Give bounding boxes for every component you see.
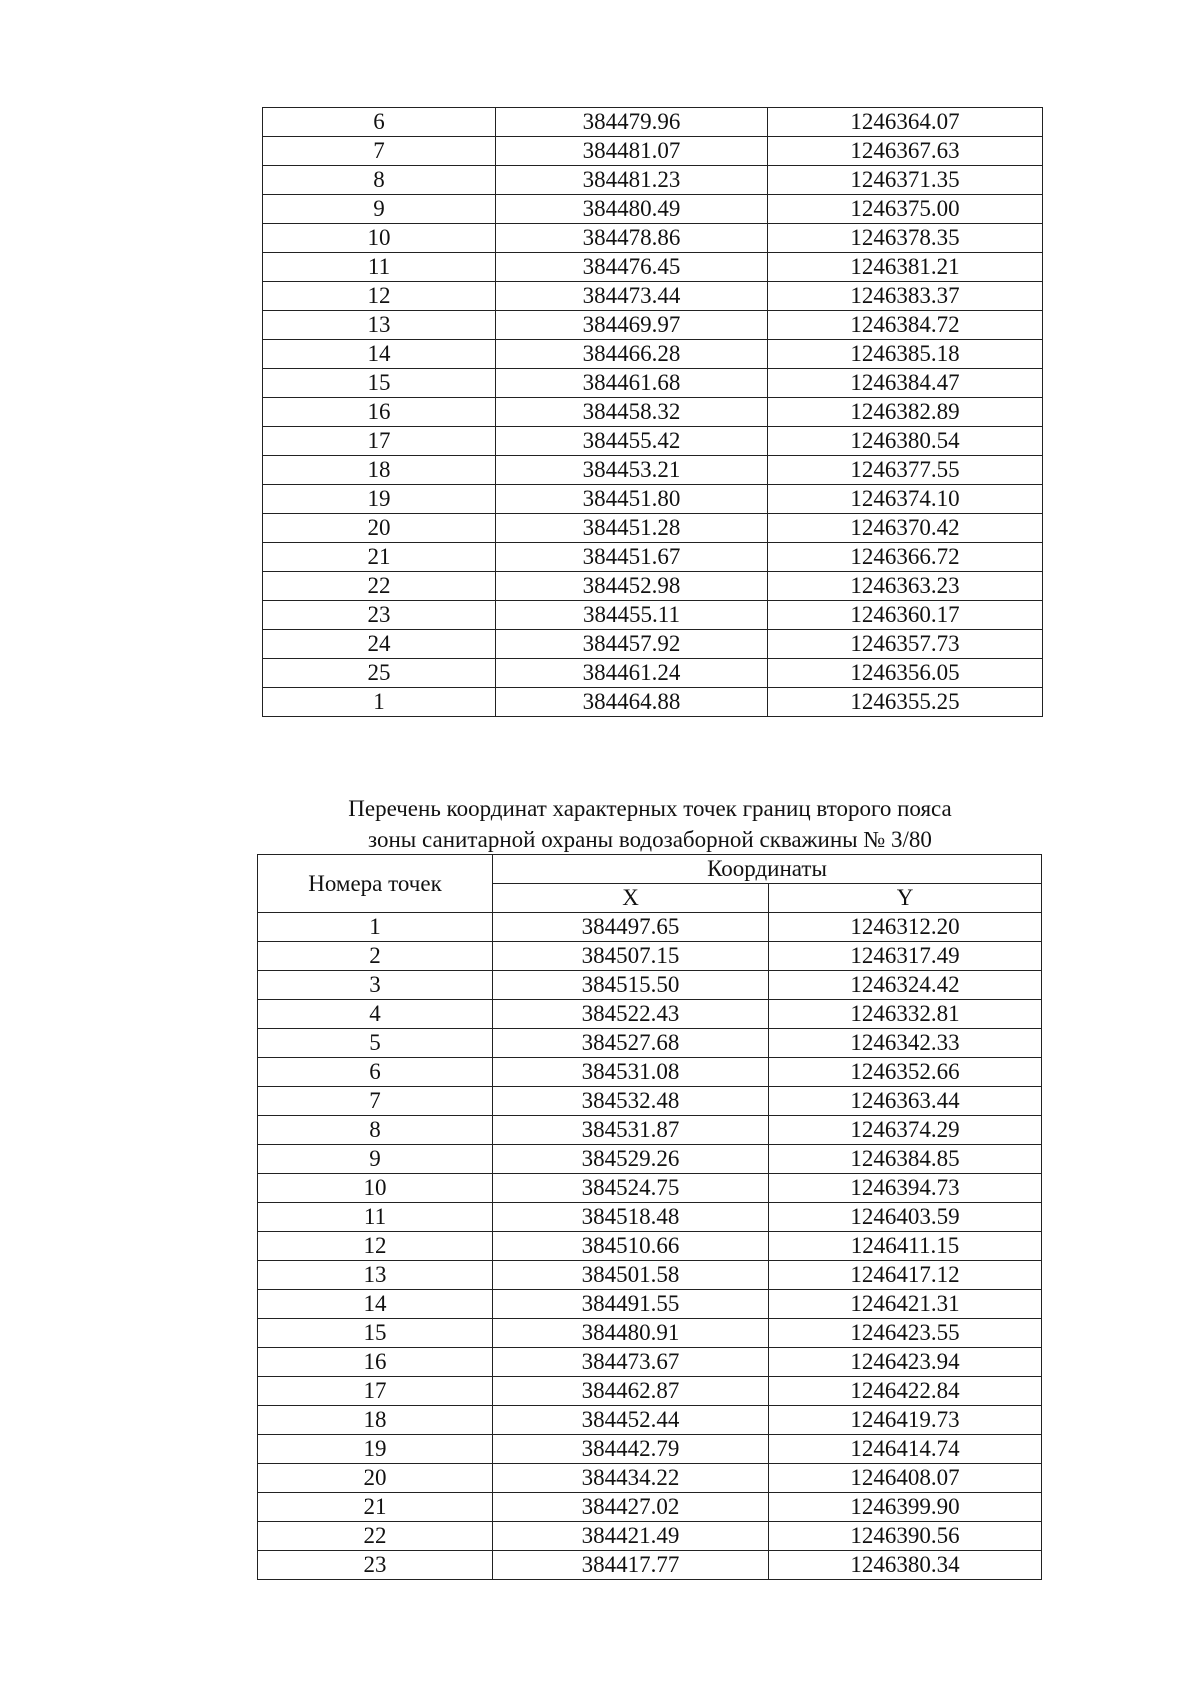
point-number-cell: 3 <box>258 971 493 1000</box>
x-coordinate-cell: 384473.44 <box>496 282 768 311</box>
table-row <box>263 340 1043 369</box>
y-coordinate-cell: 1246355.25 <box>768 688 1043 717</box>
table-row <box>263 311 1043 340</box>
point-number-cell: 22 <box>258 1522 493 1551</box>
point-number-cell: 10 <box>263 224 496 253</box>
coordinates-table-continued <box>262 107 1043 717</box>
y-coordinate-cell: 1246374.10 <box>768 485 1043 514</box>
x-coordinate-cell: 384479.96 <box>496 108 768 137</box>
table-row <box>258 971 1042 1000</box>
caption-line-2: зоны санитарной охраны водозаборной скважины № 3/80 <box>368 827 932 852</box>
table-body <box>258 913 1042 1580</box>
point-number-cell: 12 <box>263 282 496 311</box>
x-coordinate-cell: 384529.26 <box>493 1145 769 1174</box>
header-coordinates: Координаты <box>493 855 1042 884</box>
point-number-cell: 17 <box>258 1377 493 1406</box>
point-number-cell: 4 <box>258 1000 493 1029</box>
table-row <box>258 1000 1042 1029</box>
y-coordinate-cell: 1246422.84 <box>769 1377 1042 1406</box>
table-row <box>258 1522 1042 1551</box>
x-coordinate-cell: 384497.65 <box>493 913 769 942</box>
point-number-cell: 15 <box>258 1319 493 1348</box>
table-row <box>258 1058 1042 1087</box>
x-coordinate-cell: 384524.75 <box>493 1174 769 1203</box>
point-number-cell: 12 <box>258 1232 493 1261</box>
x-coordinate-cell: 384527.68 <box>493 1029 769 1058</box>
point-number-cell: 21 <box>263 543 496 572</box>
table-row <box>263 601 1043 630</box>
x-coordinate-cell: 384455.42 <box>496 427 768 456</box>
coordinates-table-second-belt <box>257 854 1042 1580</box>
x-coordinate-cell: 384452.98 <box>496 572 768 601</box>
header-row <box>258 855 1042 884</box>
table-row <box>258 1116 1042 1145</box>
table-row <box>258 1551 1042 1580</box>
x-coordinate-cell: 384466.28 <box>496 340 768 369</box>
point-number-cell: 14 <box>258 1290 493 1319</box>
point-number-cell: 24 <box>263 630 496 659</box>
x-coordinate-cell: 384510.66 <box>493 1232 769 1261</box>
table-row <box>263 456 1043 485</box>
table-row <box>263 166 1043 195</box>
y-coordinate-cell: 1246403.59 <box>769 1203 1042 1232</box>
table-row <box>258 1377 1042 1406</box>
x-coordinate-cell: 384481.23 <box>496 166 768 195</box>
y-coordinate-cell: 1246423.55 <box>769 1319 1042 1348</box>
point-number-cell: 23 <box>263 601 496 630</box>
x-coordinate-cell: 384421.49 <box>493 1522 769 1551</box>
point-number-cell: 18 <box>263 456 496 485</box>
table-row <box>263 572 1043 601</box>
point-number-cell: 20 <box>263 514 496 543</box>
y-coordinate-cell: 1246332.81 <box>769 1000 1042 1029</box>
x-coordinate-cell: 384451.28 <box>496 514 768 543</box>
y-coordinate-cell: 1246384.72 <box>768 311 1043 340</box>
table-row <box>258 1203 1042 1232</box>
table-row <box>258 942 1042 971</box>
x-coordinate-cell: 384518.48 <box>493 1203 769 1232</box>
x-coordinate-cell: 384442.79 <box>493 1435 769 1464</box>
table-row <box>258 1029 1042 1058</box>
point-number-cell: 6 <box>258 1058 493 1087</box>
y-coordinate-cell: 1246356.05 <box>768 659 1043 688</box>
y-coordinate-cell: 1246363.23 <box>768 572 1043 601</box>
point-number-cell: 2 <box>258 942 493 971</box>
table-row <box>263 369 1043 398</box>
x-coordinate-cell: 384478.86 <box>496 224 768 253</box>
table-row <box>258 1348 1042 1377</box>
y-coordinate-cell: 1246414.74 <box>769 1435 1042 1464</box>
y-coordinate-cell: 1246411.15 <box>769 1232 1042 1261</box>
y-coordinate-cell: 1246423.94 <box>769 1348 1042 1377</box>
x-coordinate-cell: 384427.02 <box>493 1493 769 1522</box>
point-number-cell: 11 <box>258 1203 493 1232</box>
y-coordinate-cell: 1246385.18 <box>768 340 1043 369</box>
table-row <box>258 1435 1042 1464</box>
table-row <box>263 253 1043 282</box>
point-number-cell: 16 <box>263 398 496 427</box>
y-coordinate-cell: 1246378.35 <box>768 224 1043 253</box>
table-body <box>263 108 1043 717</box>
y-coordinate-cell: 1246342.33 <box>769 1029 1042 1058</box>
table-row <box>258 913 1042 942</box>
y-coordinate-cell: 1246374.29 <box>769 1116 1042 1145</box>
x-coordinate-cell: 384451.80 <box>496 485 768 514</box>
x-coordinate-cell: 384461.24 <box>496 659 768 688</box>
header-x: X <box>493 884 769 913</box>
x-coordinate-cell: 384453.21 <box>496 456 768 485</box>
x-coordinate-cell: 384491.55 <box>493 1290 769 1319</box>
header-points: Номера точек <box>258 855 493 913</box>
point-number-cell: 7 <box>263 137 496 166</box>
y-coordinate-cell: 1246421.31 <box>769 1290 1042 1319</box>
x-coordinate-cell: 384532.48 <box>493 1087 769 1116</box>
x-coordinate-cell: 384455.11 <box>496 601 768 630</box>
x-coordinate-cell: 384507.15 <box>493 942 769 971</box>
y-coordinate-cell: 1246380.54 <box>768 427 1043 456</box>
x-coordinate-cell: 384531.08 <box>493 1058 769 1087</box>
table-row <box>263 514 1043 543</box>
x-coordinate-cell: 384522.43 <box>493 1000 769 1029</box>
point-number-cell: 21 <box>258 1493 493 1522</box>
x-coordinate-cell: 384461.68 <box>496 369 768 398</box>
x-coordinate-cell: 384480.49 <box>496 195 768 224</box>
table-row <box>263 137 1043 166</box>
y-coordinate-cell: 1246360.17 <box>768 601 1043 630</box>
table-row <box>258 1406 1042 1435</box>
y-coordinate-cell: 1246371.35 <box>768 166 1043 195</box>
x-coordinate-cell: 384464.88 <box>496 688 768 717</box>
point-number-cell: 14 <box>263 340 496 369</box>
table-header <box>258 855 1042 913</box>
x-coordinate-cell: 384462.87 <box>493 1377 769 1406</box>
point-number-cell: 9 <box>258 1145 493 1174</box>
x-coordinate-cell: 384501.58 <box>493 1261 769 1290</box>
table-row <box>263 485 1043 514</box>
y-coordinate-cell: 1246367.63 <box>768 137 1043 166</box>
point-number-cell: 6 <box>263 108 496 137</box>
y-coordinate-cell: 1246384.85 <box>769 1145 1042 1174</box>
point-number-cell: 1 <box>263 688 496 717</box>
table-row <box>263 688 1043 717</box>
point-number-cell: 18 <box>258 1406 493 1435</box>
table-row <box>263 659 1043 688</box>
header-y: Y <box>769 884 1042 913</box>
y-coordinate-cell: 1246312.20 <box>769 913 1042 942</box>
point-number-cell: 13 <box>258 1261 493 1290</box>
x-coordinate-cell: 384515.50 <box>493 971 769 1000</box>
point-number-cell: 8 <box>258 1116 493 1145</box>
x-coordinate-cell: 384481.07 <box>496 137 768 166</box>
y-coordinate-cell: 1246394.73 <box>769 1174 1042 1203</box>
y-coordinate-cell: 1246380.34 <box>769 1551 1042 1580</box>
point-number-cell: 13 <box>263 311 496 340</box>
y-coordinate-cell: 1246399.90 <box>769 1493 1042 1522</box>
point-number-cell: 16 <box>258 1348 493 1377</box>
point-number-cell: 5 <box>258 1029 493 1058</box>
x-coordinate-cell: 384451.67 <box>496 543 768 572</box>
y-coordinate-cell: 1246357.73 <box>768 630 1043 659</box>
point-number-cell: 23 <box>258 1551 493 1580</box>
point-number-cell: 9 <box>263 195 496 224</box>
y-coordinate-cell: 1246317.49 <box>769 942 1042 971</box>
x-coordinate-cell: 384480.91 <box>493 1319 769 1348</box>
x-coordinate-cell: 384458.32 <box>496 398 768 427</box>
x-coordinate-cell: 384434.22 <box>493 1464 769 1493</box>
table-row <box>258 1145 1042 1174</box>
table-row <box>263 108 1043 137</box>
table-row <box>258 1319 1042 1348</box>
table-row <box>258 1261 1042 1290</box>
point-number-cell: 22 <box>263 572 496 601</box>
point-number-cell: 1 <box>258 913 493 942</box>
point-number-cell: 25 <box>263 659 496 688</box>
table-row <box>263 195 1043 224</box>
y-coordinate-cell: 1246370.42 <box>768 514 1043 543</box>
y-coordinate-cell: 1246417.12 <box>769 1261 1042 1290</box>
point-number-cell: 10 <box>258 1174 493 1203</box>
y-coordinate-cell: 1246375.00 <box>768 195 1043 224</box>
table-row <box>263 282 1043 311</box>
point-number-cell: 19 <box>258 1435 493 1464</box>
point-number-cell: 7 <box>258 1087 493 1116</box>
x-coordinate-cell: 384457.92 <box>496 630 768 659</box>
point-number-cell: 19 <box>263 485 496 514</box>
y-coordinate-cell: 1246408.07 <box>769 1464 1042 1493</box>
table-row <box>263 398 1043 427</box>
point-number-cell: 8 <box>263 166 496 195</box>
y-coordinate-cell: 1246324.42 <box>769 971 1042 1000</box>
table-row <box>263 224 1043 253</box>
x-coordinate-cell: 384452.44 <box>493 1406 769 1435</box>
table-row <box>258 1290 1042 1319</box>
y-coordinate-cell: 1246383.37 <box>768 282 1043 311</box>
x-coordinate-cell: 384531.87 <box>493 1116 769 1145</box>
y-coordinate-cell: 1246352.66 <box>769 1058 1042 1087</box>
table-row <box>258 1174 1042 1203</box>
x-coordinate-cell: 384417.77 <box>493 1551 769 1580</box>
y-coordinate-cell: 1246381.21 <box>768 253 1043 282</box>
y-coordinate-cell: 1246390.56 <box>769 1522 1042 1551</box>
x-coordinate-cell: 384476.45 <box>496 253 768 282</box>
table-row <box>258 1087 1042 1116</box>
x-coordinate-cell: 384473.67 <box>493 1348 769 1377</box>
table-row <box>263 427 1043 456</box>
y-coordinate-cell: 1246366.72 <box>768 543 1043 572</box>
table-row <box>258 1232 1042 1261</box>
x-coordinate-cell: 384469.97 <box>496 311 768 340</box>
y-coordinate-cell: 1246364.07 <box>768 108 1043 137</box>
table-row <box>258 1493 1042 1522</box>
point-number-cell: 17 <box>263 427 496 456</box>
y-coordinate-cell: 1246377.55 <box>768 456 1043 485</box>
y-coordinate-cell: 1246419.73 <box>769 1406 1042 1435</box>
table-row <box>263 543 1043 572</box>
point-number-cell: 20 <box>258 1464 493 1493</box>
y-coordinate-cell: 1246382.89 <box>768 398 1043 427</box>
point-number-cell: 11 <box>263 253 496 282</box>
y-coordinate-cell: 1246384.47 <box>768 369 1043 398</box>
point-number-cell: 15 <box>263 369 496 398</box>
table-row <box>263 630 1043 659</box>
caption-line-1: Перечень координат характерных точек границ второго пояса <box>348 796 952 821</box>
table-row <box>258 1464 1042 1493</box>
y-coordinate-cell: 1246363.44 <box>769 1087 1042 1116</box>
table-caption <box>250 793 1050 855</box>
